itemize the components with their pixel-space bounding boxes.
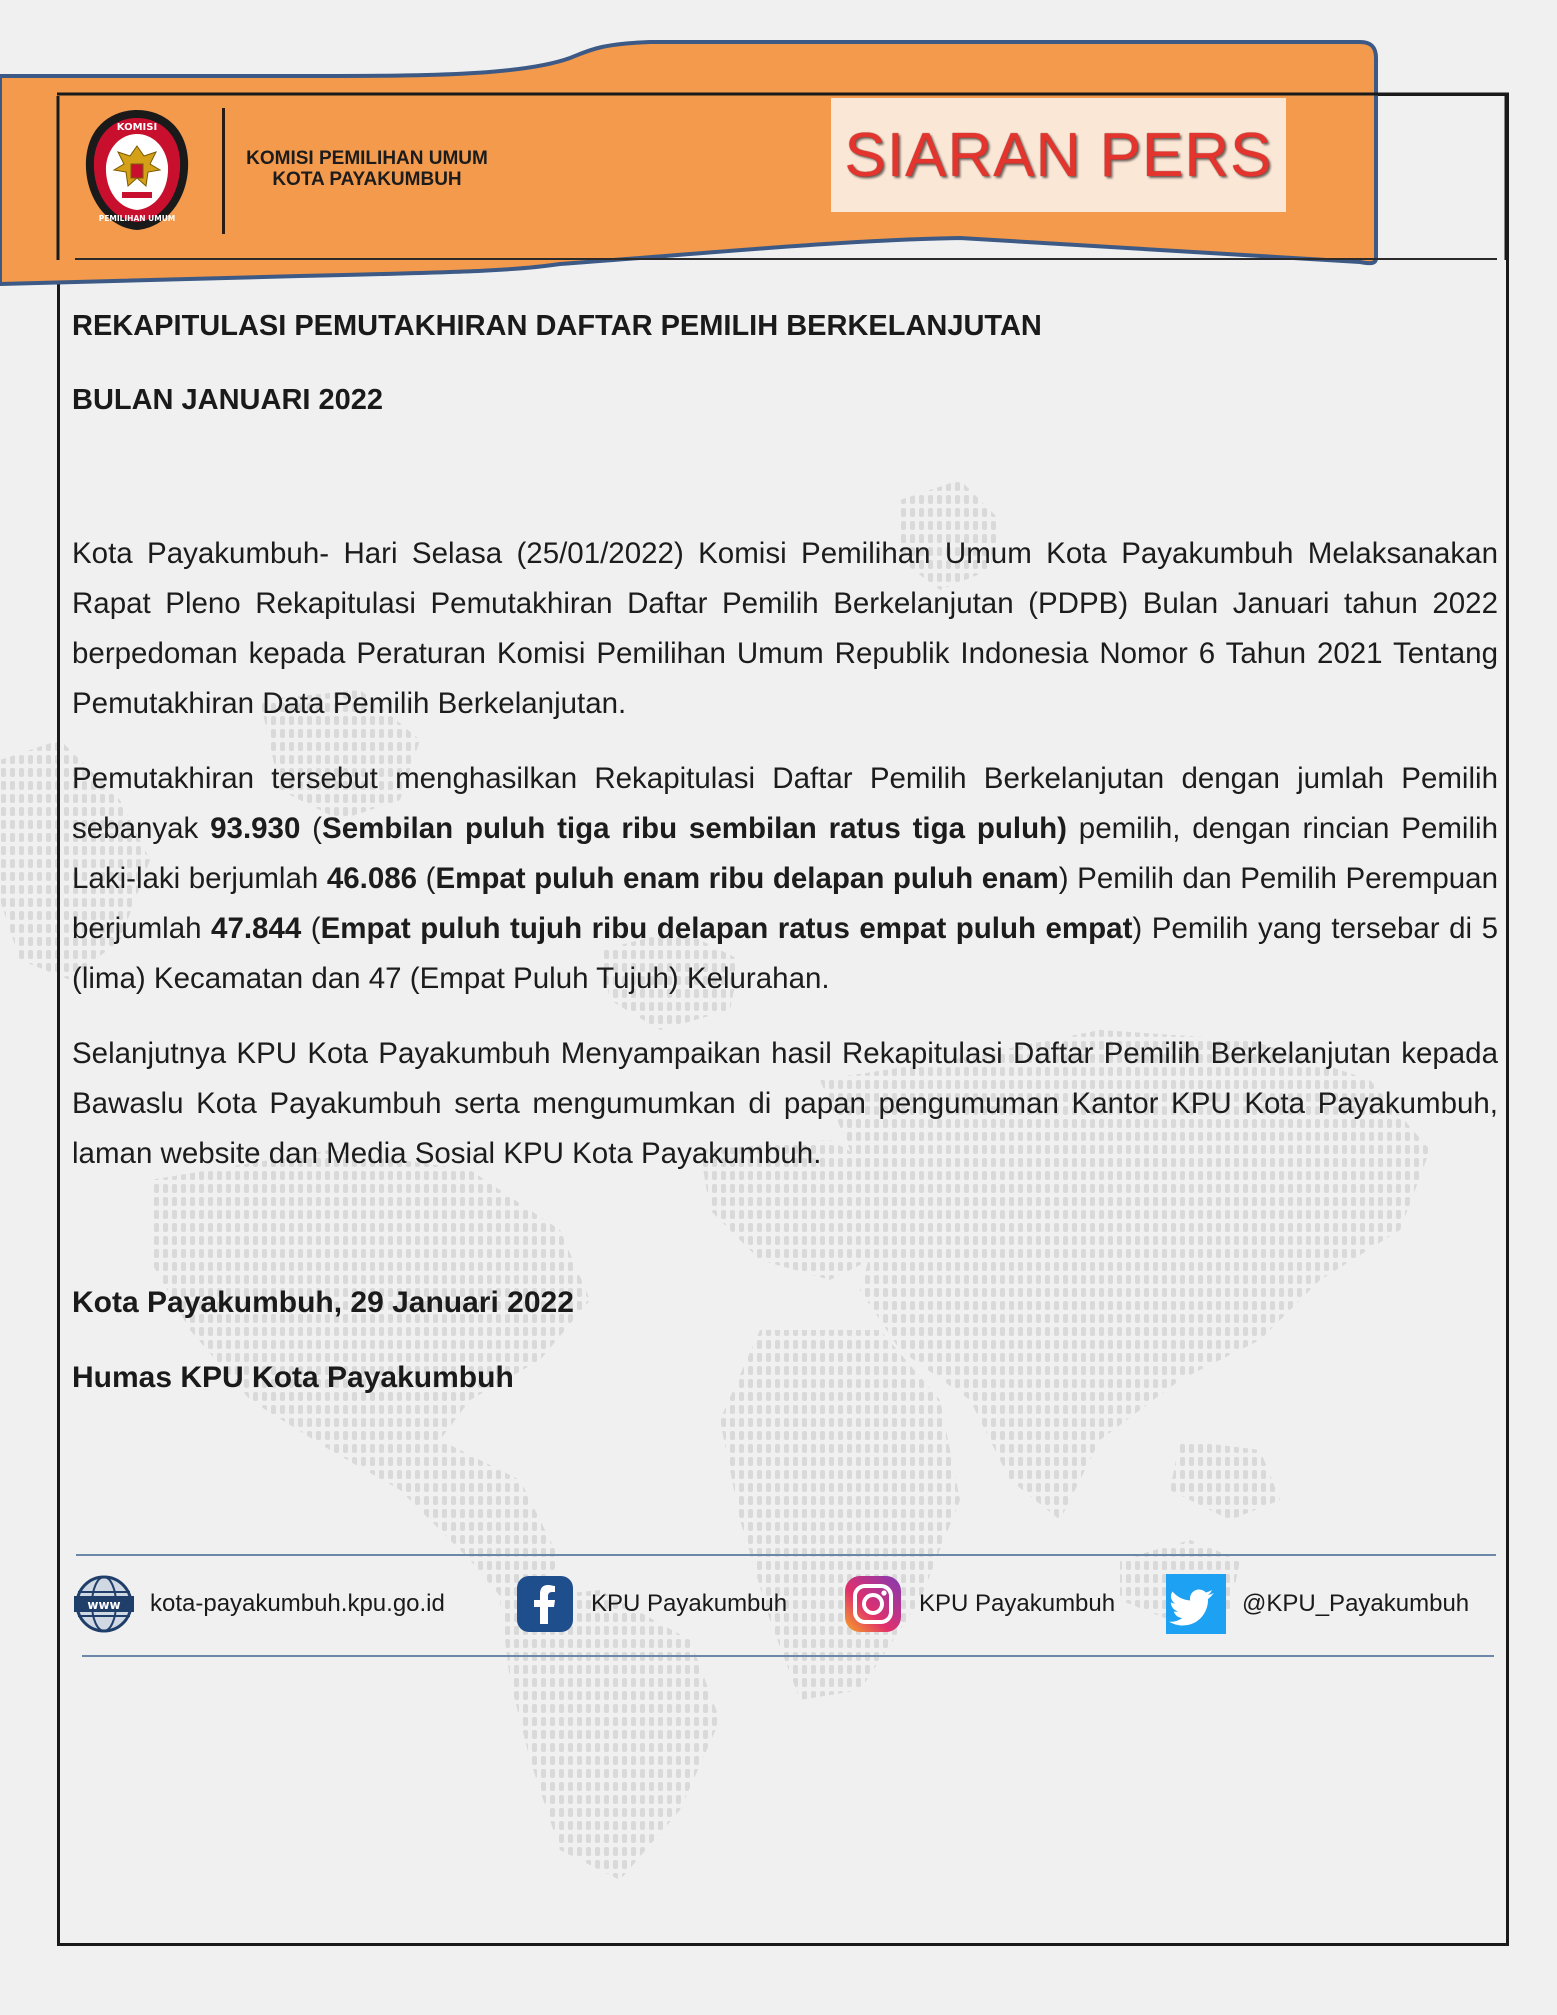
document-subheading: BULAN JANUARI 2022 — [72, 384, 384, 416]
press-release-badge — [831, 98, 1286, 212]
emblem-bottom-text: PEMILIHAN UMUM — [98, 214, 176, 223]
paragraph-1: Kota Payakumbuh- Hari Selasa (25/01/2022) Komisi Pemilihan Umum Kota Payakumbuh Melaksanakan Rapat Pleno Rekapitulasi Pemutakhiran Daftar Pemilih Berkelanjutan (PDPB) Bulan Januari tahun 2022 berpedoman kepada Peraturan Komisi Pemilihan Umum Republik Indonesia Nomor 6 Tahun 2021 Tentang Pemutakhiran Data Pemilih Berkelanjutan. — [72, 537, 1498, 720]
facebook-label: KPU Payakumbuh — [591, 1590, 788, 1617]
female-voters-number: 47.844 — [211, 912, 302, 945]
facebook-link[interactable] — [515, 1572, 787, 1636]
male-voters-number: 46.086 — [326, 862, 418, 895]
place-date: Kota Payakumbuh, 29 Januari 2022 — [72, 1286, 574, 1319]
paragraph-3: Selanjutnya KPU Kota Payakumbuh Menyampaikan hasil Rekapitulasi Daftar Pemilih Berkelanjutan kepada Bawaslu Kota Payakumbuh serta mengumumkan di papan pengumuman Kantor KPU Kota Payakumbuh, laman website dan Media Sosial KPU Kota Payakumbuh. — [72, 1037, 1498, 1170]
kpu-emblem-icon — [82, 108, 192, 232]
twitter-link[interactable] — [1166, 1572, 1469, 1636]
footer-rule-top — [76, 1554, 1496, 1556]
paragraph-2 — [72, 754, 1498, 1004]
p2-text-5: ) Pemilih dan Pemilih Perempuan berjumlah — [72, 862, 1498, 945]
female-voters-words: Empat puluh tujuh ribu delapan ratus empat puluh empat — [320, 912, 1133, 945]
total-voters-words: Sembilan puluh tiga ribu sembilan ratus tiga puluh) — [322, 812, 1067, 845]
kpu-logo-block — [82, 108, 502, 238]
org-name-line1: KOMISI PEMILIHAN UMUM — [246, 148, 488, 169]
emblem-top-text: KOMISI — [116, 122, 158, 133]
signatory: Humas KPU Kota Payakumbuh — [72, 1361, 514, 1394]
website-link[interactable] — [74, 1572, 445, 1636]
twitter-icon — [1166, 1574, 1226, 1634]
page-frame — [57, 93, 1509, 1946]
p2-text-2: ( — [300, 812, 323, 845]
p2-text-6: ( — [301, 912, 321, 945]
total-voters-number: 93.930 — [210, 812, 301, 845]
document-heading: REKAPITULASI PEMUTAKHIRAN DAFTAR PEMILIH BERKELANJUTAN — [72, 310, 1042, 342]
press-release-title: SIARAN PERS — [844, 120, 1273, 190]
instagram-icon — [843, 1574, 903, 1634]
footer-rule-bottom — [82, 1655, 1494, 1657]
header-rule — [75, 258, 1497, 260]
org-name — [232, 148, 502, 190]
org-name-line2: KOTA PAYAKUMBUH — [272, 169, 462, 190]
logo-divider — [222, 108, 225, 234]
website-label: kota-payakumbuh.kpu.go.id — [150, 1590, 445, 1617]
p2-text-7: ) Pemilih yang tersebar di 5 (lima) Kecamatan dan 47 (Empat Puluh Tujuh) Kelurahan. — [72, 912, 1498, 995]
twitter-label: @KPU_Payakumbuh — [1242, 1590, 1470, 1617]
p2-text-3: pemilih, dengan rincian Pemilih Laki-laki berjumlah — [72, 812, 1498, 895]
instagram-link[interactable] — [843, 1572, 1115, 1636]
facebook-icon — [515, 1574, 575, 1634]
www-label: www — [87, 1598, 121, 1612]
male-voters-words: Empat puluh enam ribu delapan puluh enam — [435, 862, 1059, 895]
instagram-label: KPU Payakumbuh — [919, 1590, 1116, 1617]
p2-text-4: ( — [417, 862, 436, 895]
globe-icon — [74, 1574, 134, 1634]
p2-text-1: Pemutakhiran tersebut menghasilkan Rekapitulasi Daftar Pemilih Berkelanjutan dengan jumlah Pemilih sebanyak — [72, 762, 1498, 845]
